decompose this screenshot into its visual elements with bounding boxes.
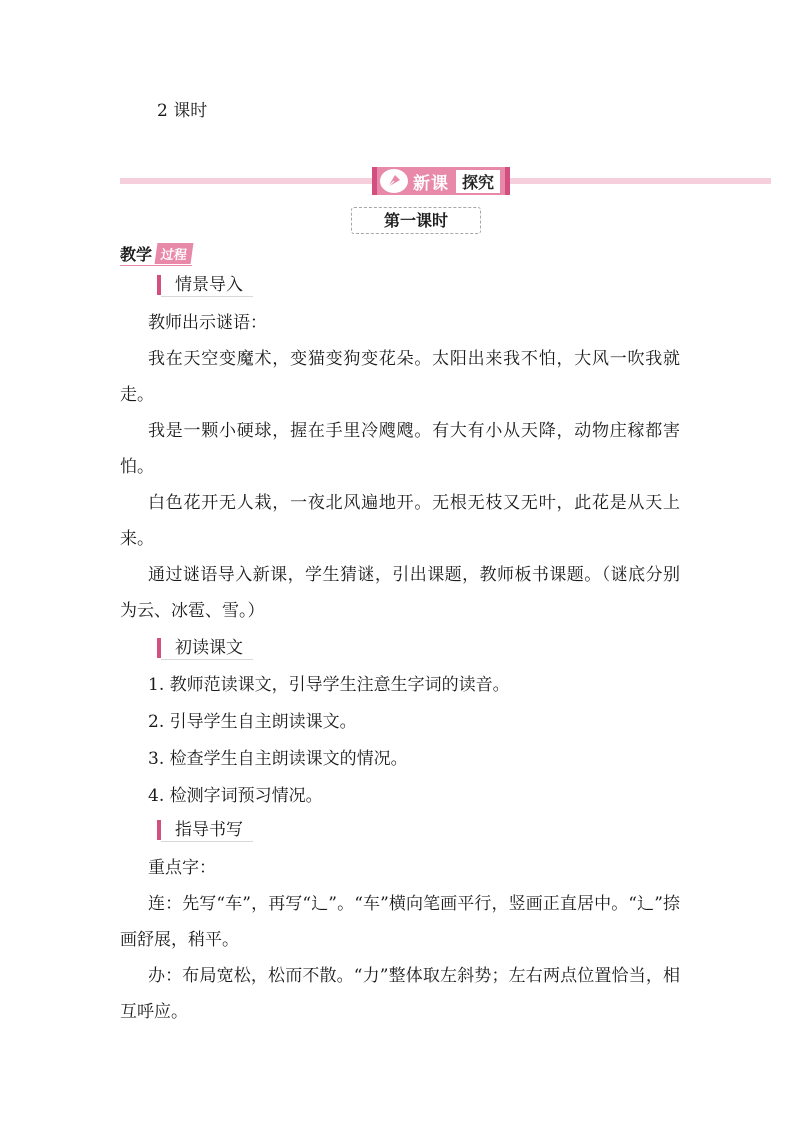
teaching-process-heading [120,241,192,266]
pen-nib-icon [380,169,408,193]
step-1: 1. 教师范读课文，引导学生注意生字词的读音。 [148,675,510,695]
paragraph-lian: 连：先写“车”，再写“辶”。“车”横向笔画平行，竖画正直居中。“辶”捺画舒展，稍平。 [120,894,680,950]
paragraph-key-chars: 重点字： [148,858,216,878]
banner-new-label: 新课 [413,173,449,194]
banner-right-edge [505,167,510,195]
paragraph-intro: 教师出示谜语： [148,313,267,333]
banner-core [377,167,505,195]
paragraph-ban: 办：布局宽松，松而不散。“力”整体取左斜势；左右两点位置恰当，相互呼应。 [120,966,680,1022]
section-title: 指导书写 [161,819,253,842]
class-hours: 2 课时 [157,101,208,121]
paragraph-riddle-3: 白色花开无人栽，一夜北风遍地开。无根无枝又无叶，此花是从天上来。 [120,493,680,549]
lesson-title: 第一课时 [351,207,481,234]
process-label-a: 教学 [120,244,153,264]
banner-explore-label: 探究 [455,169,501,194]
step-3: 3. 检查学生自主朗读课文的情况。 [148,749,408,769]
section-title: 情景导入 [161,274,253,297]
section-first-reading [157,637,253,659]
paragraph-riddle-2: 我是一颗小硬球，握在手里冷飕飕。有大有小从天降，动物庄稼都害怕。 [120,421,680,477]
paragraph-summary: 通过谜语导入新课，学生猜谜，引出课题，教师板书课题。（谜底分别为云、冰雹、雪。） [120,565,680,621]
new-lesson-banner [372,167,510,195]
section-title: 初读课文 [161,637,253,660]
step-4: 4. 检测字词预习情况。 [148,786,323,806]
step-2: 2. 引导学生自主朗读课文。 [148,712,357,732]
paragraph-riddle-1: 我在天空变魔术，变猫变狗变花朵。太阳出来我不怕，大风一吹我就走。 [120,349,680,405]
section-scene-intro [157,274,253,296]
process-label-b: 过程 [155,243,194,264]
section-writing-guide [157,819,253,841]
